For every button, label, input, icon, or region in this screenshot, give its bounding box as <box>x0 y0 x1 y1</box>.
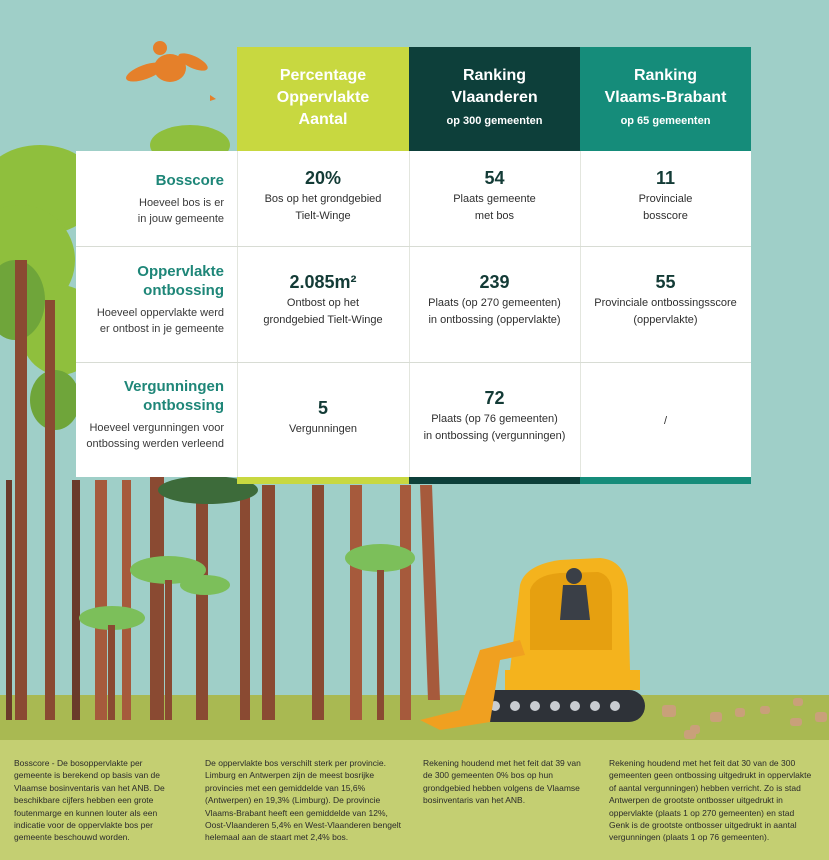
cell-description: bosscore <box>643 210 688 222</box>
cell-description: met bos <box>474 210 515 222</box>
row-description: Hoeveel bos is er <box>139 197 224 209</box>
bird-icon <box>124 41 216 101</box>
row-description: Hoeveel oppervlakte werd <box>96 307 224 319</box>
column-header-title: Vlaams-Brabant <box>604 89 727 106</box>
row-title: Bosscore <box>155 172 224 189</box>
table-cell <box>237 168 409 225</box>
cell-description: grondgebied Tielt-Winge <box>263 314 383 326</box>
footnote-ranking-vlaanderen: Rekening houdend met het feit dat 39 van de 300 gemeenten 0% bos op hun grondgebied hebben volgens de Vlaamse bosinventaris van het ANB. <box>423 758 581 806</box>
row-label <box>76 171 224 227</box>
row-description: er ontbost in je gemeente <box>99 323 224 335</box>
column-bar-dark-teal <box>409 477 580 484</box>
cell-value: 54 <box>484 168 505 188</box>
table-cell <box>580 411 751 430</box>
column-header-ranking-vlaanderen <box>409 47 580 151</box>
cell-value: 55 <box>655 272 676 292</box>
table-row-vergunningen-ontbossing <box>76 363 751 477</box>
cell-description: in ontbossing (vergunningen) <box>423 430 566 442</box>
cell-description: Provinciale ontbossingsscore <box>594 297 737 309</box>
table-row-oppervlakte-ontbossing <box>76 247 751 363</box>
cell-value: 72 <box>484 388 505 408</box>
cell-value: 2.085m² <box>289 272 357 292</box>
cell-value: 239 <box>479 272 510 292</box>
cell-description: Provinciale <box>638 193 693 205</box>
column-header-percentage <box>237 47 409 151</box>
table-cell <box>237 398 409 438</box>
row-label <box>76 262 224 337</box>
footnote-provincies: De oppervlakte bos verschilt sterk per provincie. Limburg en Antwerpen zijn de meest bosrijke provincies met een gemiddelde van 15,6% (Antwerpen) en 19,3% (Limburg). De provincie Vlaams-Brabant heeft een gemiddelde van 12%, Oost-Vlaanderen 5,4% en West-Vlaanderen bengelt helemaal aan de staart met 2,4% bos. <box>205 758 401 843</box>
column-header-ranking-vlaams-brabant <box>580 47 751 151</box>
table-cell <box>409 388 580 445</box>
table-row-bosscore <box>76 151 751 247</box>
table-cell <box>580 272 751 329</box>
cell-description: Plaats (op 76 gemeenten) <box>431 413 558 425</box>
table-cell <box>580 168 751 225</box>
footnote-ranking-vlaams-brabant: Rekening houdend met het feit dat 30 van de 300 gemeenten geen ontbossing uitgedrukt in oppervlakte of aantal vergunningen) hebben verricht. Zo is stad Antwerpen de grootste ontbosser uitgedrukt in oppervlakte (plaats 1 op 270 gemeenten) en stad Genk is de grootste ontbosser uitgedrukt in aantal vergunningen (plaats 1 op 76 gemeenten). <box>609 758 812 843</box>
data-table <box>76 151 751 477</box>
column-header-title: Vlaanderen <box>451 89 538 106</box>
footnote-bosscore: Bosscore - De bosoppervlakte per gemeente is berekend op basis van de Vlaamse bosinventaris van het ANB. De beschikbare cijfers hebben een grote foutenmarge en kunnen louter als een indicatie voor de oppervlakte bos per gemeente beschouwd worden. <box>14 758 165 843</box>
column-header-subtitle: op 300 gemeenten <box>446 115 543 127</box>
row-description: Hoeveel vergunningen voor <box>89 422 224 434</box>
table-cell <box>409 272 580 329</box>
column-header-subtitle: op 65 gemeenten <box>620 115 711 127</box>
cell-description: (oppervlakte) <box>633 314 698 326</box>
row-title: ontbossing <box>143 397 224 414</box>
row-description: in jouw gemeente <box>137 213 224 225</box>
table-cell <box>237 272 409 329</box>
cell-value: 5 <box>317 398 328 418</box>
cell-value: 20% <box>304 168 342 188</box>
cell-value: 11 <box>655 168 676 188</box>
cell-description: Bos op het grondgebied <box>264 193 382 205</box>
cell-value: / <box>663 415 668 427</box>
column-bar-teal <box>580 477 751 484</box>
row-description: ontbossing werden verleend <box>86 438 224 450</box>
column-header-title: Percentage <box>279 67 367 84</box>
cell-description: Ontbost op het <box>286 297 360 309</box>
column-header-title: Oppervlakte <box>276 89 370 106</box>
cell-description: Plaats (op 270 gemeenten) <box>428 297 561 309</box>
column-header-title: Aantal <box>298 111 348 128</box>
row-title: Oppervlakte <box>137 263 224 280</box>
cell-description: Plaats gemeente <box>453 193 536 205</box>
column-bar-lime <box>237 477 409 484</box>
table-cell <box>409 168 580 225</box>
cell-description: in ontbossing (oppervlakte) <box>428 314 561 326</box>
cell-description: Tielt-Winge <box>295 210 351 222</box>
row-title: ontbossing <box>143 282 224 299</box>
column-header-title: Ranking <box>633 67 698 84</box>
cell-description: Vergunningen <box>289 423 357 435</box>
row-title: Vergunningen <box>123 378 224 395</box>
column-header-title: Ranking <box>462 67 527 84</box>
row-label <box>76 377 224 452</box>
